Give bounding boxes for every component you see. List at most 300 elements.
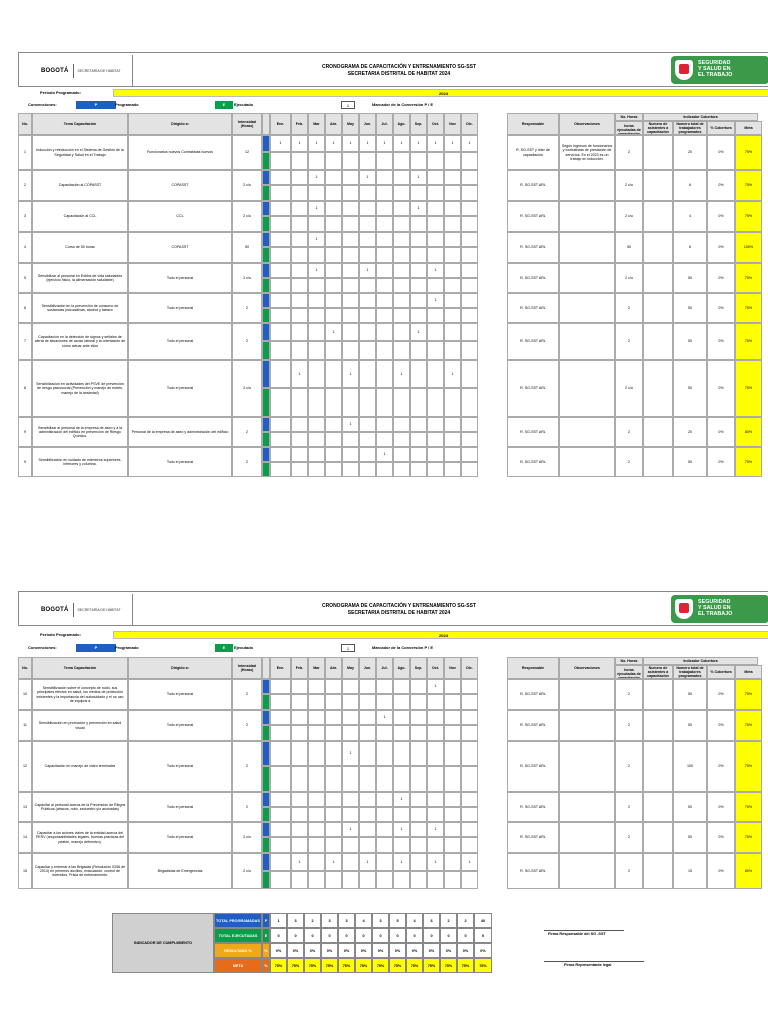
row-month-e: [393, 216, 410, 232]
row-month-e: [359, 185, 376, 201]
row-month-e: [444, 694, 461, 710]
row-month-p: 1: [270, 135, 291, 152]
summary-value: 0: [457, 928, 474, 943]
row-month-p: [291, 293, 308, 308]
row-month-e: [291, 837, 308, 853]
summary-value: 0%: [270, 943, 287, 958]
row-month-p: 1: [410, 201, 427, 216]
row-month-e: [291, 185, 308, 201]
row-p-marker: [262, 447, 270, 462]
row-month-p: [291, 447, 308, 462]
row-trabajadores: 50: [673, 679, 707, 710]
row-tema: Capacitación al COPASST: [32, 170, 128, 201]
row-month-e: [444, 341, 461, 360]
row-month-e: [393, 462, 410, 477]
row-month-e: [461, 837, 478, 853]
row-month-e: [342, 185, 359, 201]
row-month-p: [376, 201, 393, 216]
row-month-p: 1: [359, 135, 376, 152]
row-month-e: [291, 694, 308, 710]
row-month-p: 1: [393, 135, 410, 152]
row-month-p: [342, 293, 359, 308]
row-month-p: [461, 170, 478, 185]
row-month-p: [308, 323, 325, 341]
row-no: 3: [18, 201, 32, 232]
row-month-e: [270, 837, 291, 853]
col-no-horas: No. Horas: [615, 657, 643, 665]
row-asistentes: [643, 792, 673, 822]
row-month-e: [291, 152, 308, 170]
row-intensidad: 2: [232, 679, 262, 710]
row-month-e: [325, 837, 342, 853]
col-month: Ene.: [270, 657, 291, 679]
row-month-p: 1: [359, 170, 376, 185]
row-month-e: [342, 766, 359, 792]
row-month-p: 1: [427, 679, 444, 694]
summary-code: E: [262, 928, 270, 943]
row-month-e: [393, 278, 410, 293]
col-month: May: [342, 657, 359, 679]
row-month-p: 1: [376, 710, 393, 725]
col-indicador: Indicador Cobertura: [643, 113, 758, 121]
row-month-e: [461, 807, 478, 822]
summary-value: 0%: [406, 943, 423, 958]
row-tema: Sensibilización en promoción y prevención en salud visual: [32, 710, 128, 741]
row-month-p: [342, 323, 359, 341]
row-cobertura: 0%: [707, 679, 735, 710]
convenciones-row: Convenciones: P Programado E Ejecutado 1 Marcador de la Conversión P / E: [28, 102, 434, 108]
row-month-e: [427, 308, 444, 323]
summary-value: 0: [423, 928, 440, 943]
row-trabajadores: 50: [673, 792, 707, 822]
row-e-marker: [262, 837, 270, 853]
row-month-p: [376, 679, 393, 694]
col-observaciones: Observaciones: [559, 113, 615, 135]
row-month-p: [461, 360, 478, 388]
row-month-e: [342, 278, 359, 293]
row-p-marker: [262, 323, 270, 341]
row-month-p: [376, 741, 393, 766]
summary-value: 0: [338, 928, 355, 943]
row-month-e: [376, 432, 393, 447]
row-month-p: [270, 822, 291, 837]
row-month-e: [410, 247, 427, 263]
row-p-marker: [262, 293, 270, 308]
row-meta: 75%: [735, 293, 762, 323]
row-month-p: 1: [376, 135, 393, 152]
row-observaciones: Según ingresos de funcionarios y contratistas de prestación de servicios. En el 2023 es un trabajo en inducción.: [559, 135, 615, 170]
row-month-e: [342, 432, 359, 447]
row-month-p: [325, 741, 342, 766]
row-month-e: [461, 432, 478, 447]
row-month-p: [342, 679, 359, 694]
row-responsable: R. SG-SST ARL: [507, 792, 559, 822]
row-tema: Curso de 50 horas: [32, 232, 128, 263]
sub-meta: Meta: [735, 665, 762, 679]
row-month-p: [461, 679, 478, 694]
row-month-e: [461, 341, 478, 360]
row-month-e: [427, 341, 444, 360]
row-month-e: [342, 694, 359, 710]
sub-trabajadores: Numero total de trabajadores programados: [673, 665, 707, 679]
row-month-e: [342, 837, 359, 853]
row-intensidad: 2 c/u: [232, 263, 262, 293]
row-intensidad: 2: [232, 447, 262, 477]
row-month-p: [342, 263, 359, 278]
row-observaciones: [559, 170, 615, 201]
row-month-p: 1: [359, 853, 376, 871]
row-tema: Sensibilizar al personal de la empresa de aseo y a la administración del edificio en prevención de Riesgo Químico.: [32, 417, 128, 447]
row-observaciones: [559, 792, 615, 822]
row-tema: Sensibilización en actividades del PSVE de prevención de riesgo psicosocial (Prevención y manejo de estrés, manejo de la ansiedad): [32, 360, 128, 417]
row-month-e: [461, 462, 478, 477]
document-title: CRONOGRAMA DE CAPACITACIÓN Y ENTRENAMIENTO SG-SST SECRETARIA DISTRITAL DE HABITAT 2024: [321, 64, 477, 77]
row-intensidad: 2: [232, 741, 262, 792]
row-month-e: [270, 278, 291, 293]
row-cobertura: 0%: [707, 323, 735, 360]
row-month-p: [410, 792, 427, 807]
row-month-p: 1: [461, 853, 478, 871]
row-month-p: [444, 170, 461, 185]
row-horas: 2: [615, 679, 643, 710]
row-responsable: R. SG-SST ARL: [507, 679, 559, 710]
row-month-e: [270, 871, 291, 889]
row-month-p: [410, 447, 427, 462]
row-month-e: [376, 807, 393, 822]
row-month-p: [308, 853, 325, 871]
row-month-p: [359, 232, 376, 247]
row-month-e: [291, 725, 308, 741]
row-horas: 2: [615, 741, 643, 792]
row-month-p: 1: [308, 201, 325, 216]
col-month: Jun.: [359, 657, 376, 679]
summary-value: 0%: [321, 943, 338, 958]
row-month-p: 1: [393, 792, 410, 807]
row-month-p: [427, 170, 444, 185]
row-month-e: [461, 185, 478, 201]
row-month-e: [410, 341, 427, 360]
summary-value: 3: [372, 913, 389, 928]
row-month-e: [410, 185, 427, 201]
row-meta: 75%: [735, 679, 762, 710]
row-month-p: 1: [461, 135, 478, 152]
row-meta: 75%: [735, 822, 762, 853]
row-month-p: [270, 232, 291, 247]
row-month-p: [376, 360, 393, 388]
row-month-e: [325, 694, 342, 710]
row-asistentes: [643, 822, 673, 853]
row-trabajadores: 50: [673, 710, 707, 741]
row-month-e: [342, 462, 359, 477]
row-month-e: [342, 216, 359, 232]
row-cobertura: 0%: [707, 792, 735, 822]
row-no: 12: [18, 741, 32, 792]
row-month-e: [393, 837, 410, 853]
row-month-e: [359, 388, 376, 417]
summary-value: 0: [287, 928, 304, 943]
row-trabajadores: 50: [673, 293, 707, 323]
row-p-marker: [262, 853, 270, 871]
row-month-e: [410, 807, 427, 822]
row-p-marker: [262, 417, 270, 432]
row-month-e: [270, 308, 291, 323]
row-responsable: R. SG-SST ARL: [507, 741, 559, 792]
row-intensidad: 2: [232, 710, 262, 741]
row-month-e: [393, 308, 410, 323]
row-month-e: [359, 216, 376, 232]
col-indicador: Indicador Cobertura: [643, 657, 758, 665]
row-meta: 75%: [735, 135, 762, 170]
row-month-e: [410, 871, 427, 889]
row-e-marker: [262, 152, 270, 170]
row-asistentes: [643, 710, 673, 741]
row-month-e: [376, 766, 393, 792]
col-month: Nov: [444, 657, 461, 679]
row-month-p: [376, 293, 393, 308]
summary-value: 0: [270, 928, 287, 943]
row-month-p: [393, 741, 410, 766]
row-asistentes: [643, 323, 673, 360]
row-month-p: 1: [308, 135, 325, 152]
row-month-e: [325, 766, 342, 792]
row-month-p: [342, 447, 359, 462]
row-observaciones: [559, 417, 615, 447]
row-month-e: [270, 216, 291, 232]
bogota-logo: BOGOTÁ SECRETARÍA DE HÁBITAT: [21, 594, 133, 625]
row-month-e: [393, 247, 410, 263]
row-month-e: [325, 725, 342, 741]
row-responsable: R. SG-SST ARL: [507, 710, 559, 741]
row-month-p: [410, 293, 427, 308]
row-no: 7: [18, 323, 32, 360]
row-month-e: [427, 247, 444, 263]
row-month-p: [342, 201, 359, 216]
row-dirigido: Todo el personal: [128, 710, 232, 741]
row-month-e: [325, 216, 342, 232]
row-month-p: [270, 201, 291, 216]
row-month-e: [308, 341, 325, 360]
row-month-e: [376, 185, 393, 201]
row-month-p: [291, 822, 308, 837]
row-month-p: 1: [342, 135, 359, 152]
summary-value: 6: [423, 913, 440, 928]
row-month-p: 1: [325, 135, 342, 152]
row-month-e: [410, 216, 427, 232]
row-month-e: [291, 247, 308, 263]
row-month-e: [308, 247, 325, 263]
row-month-e: [410, 766, 427, 792]
row-tema: Capacitación en la detección de signos y señales de alerta de situaciones de acoso laboral y la orientación de cómo actuar ante ellos: [32, 323, 128, 360]
col-month: Feb.: [291, 113, 308, 135]
row-e-marker: [262, 725, 270, 741]
summary-value: 75%: [406, 958, 423, 973]
summary-code: %: [262, 958, 270, 973]
row-month-e: [376, 871, 393, 889]
row-month-p: 1: [359, 263, 376, 278]
row-month-p: [410, 360, 427, 388]
row-no: 8: [18, 360, 32, 417]
row-month-p: [461, 232, 478, 247]
row-dirigido: Todo el personal: [128, 263, 232, 293]
row-month-p: [291, 170, 308, 185]
row-month-p: 1: [342, 360, 359, 388]
row-month-e: [342, 341, 359, 360]
row-month-p: [291, 323, 308, 341]
row-month-e: [376, 725, 393, 741]
row-month-p: [427, 417, 444, 432]
row-month-e: [393, 341, 410, 360]
row-month-p: [270, 263, 291, 278]
row-month-e: [308, 807, 325, 822]
row-month-p: [270, 741, 291, 766]
row-month-p: 1: [308, 263, 325, 278]
row-month-p: [444, 232, 461, 247]
row-no: 13: [18, 792, 32, 822]
row-tema: Sensibilización en la prevención de consumo de sustancias psicoactivas, alcohol y tabaco: [32, 293, 128, 323]
row-month-e: [291, 807, 308, 822]
row-month-p: [461, 263, 478, 278]
row-month-e: [270, 185, 291, 201]
row-month-p: [444, 293, 461, 308]
row-month-p: [410, 417, 427, 432]
row-e-marker: [262, 462, 270, 477]
row-month-p: [308, 822, 325, 837]
row-trabajadores: 6: [673, 170, 707, 201]
row-month-e: [342, 871, 359, 889]
row-trabajadores: 15: [673, 853, 707, 889]
col-no: No.: [18, 657, 32, 679]
col-month: Feb.: [291, 657, 308, 679]
col-month: Abr.: [325, 113, 342, 135]
row-e-marker: [262, 388, 270, 417]
row-month-p: [270, 679, 291, 694]
row-month-p: [342, 232, 359, 247]
row-horas: 2: [615, 293, 643, 323]
col-intensidad: Intensidad (Horas): [232, 657, 262, 679]
summary-value: 3: [287, 913, 304, 928]
row-responsable: R. SG-SST ARL: [507, 822, 559, 853]
row-month-p: [359, 447, 376, 462]
row-month-e: [376, 837, 393, 853]
summary-value: 0%: [423, 943, 440, 958]
row-month-p: [444, 263, 461, 278]
summary-value: 0: [372, 928, 389, 943]
row-month-e: [291, 871, 308, 889]
row-month-p: [325, 679, 342, 694]
row-month-p: [427, 447, 444, 462]
summary-total: 75%: [474, 958, 492, 973]
row-month-e: [427, 694, 444, 710]
row-month-e: [461, 725, 478, 741]
summary-value: 75%: [321, 958, 338, 973]
row-month-p: [376, 170, 393, 185]
row-month-p: [291, 792, 308, 807]
row-month-e: [325, 278, 342, 293]
row-horas: 2: [615, 447, 643, 477]
periodo-bar: Periodo Programado: 2024: [18, 89, 768, 97]
row-month-e: [270, 432, 291, 447]
row-month-e: [393, 766, 410, 792]
row-month-e: [291, 462, 308, 477]
row-month-e: [308, 871, 325, 889]
row-month-e: [270, 694, 291, 710]
row-month-e: [444, 871, 461, 889]
row-month-e: [359, 247, 376, 263]
row-month-p: 1: [376, 447, 393, 462]
row-observaciones: [559, 232, 615, 263]
row-month-e: [410, 725, 427, 741]
row-month-e: [308, 694, 325, 710]
row-month-p: [342, 710, 359, 725]
row-meta: 75%: [735, 170, 762, 201]
row-month-p: [359, 679, 376, 694]
row-month-e: [376, 278, 393, 293]
row-no: 5: [18, 263, 32, 293]
row-month-e: [308, 388, 325, 417]
row-intensidad: 2: [232, 323, 262, 360]
row-month-p: [444, 792, 461, 807]
row-horas: 50: [615, 232, 643, 263]
row-tema: Sensibilización sobre el concepto de ruido, sus principales efectos en salud, los medios de protección existentes y la importancia del autocuidado y el no uso de equipos a: [32, 679, 128, 710]
row-month-p: [376, 417, 393, 432]
row-asistentes: [643, 201, 673, 232]
row-e-marker: [262, 185, 270, 201]
col-intensidad: Intensidad (Horas): [232, 113, 262, 135]
row-month-e: [393, 152, 410, 170]
row-month-e: [325, 871, 342, 889]
row-tema: Sensibilizar al personal en Estilos de vida saludables (ejercicio físico, la alimentación saludable): [32, 263, 128, 293]
summary-value: 75%: [389, 958, 406, 973]
sst-badge: SEGURIDAD Y SALUD EN EL TRABAJO: [671, 595, 768, 623]
row-observaciones: [559, 201, 615, 232]
row-month-p: [270, 792, 291, 807]
row-month-p: [342, 792, 359, 807]
row-month-p: [393, 293, 410, 308]
row-month-e: [291, 216, 308, 232]
row-month-e: [444, 308, 461, 323]
row-month-e: [325, 247, 342, 263]
row-intensidad: 2: [232, 792, 262, 822]
row-month-p: [427, 323, 444, 341]
document-title: CRONOGRAMA DE CAPACITACIÓN Y ENTRENAMIENTO SG-SST SECRETARIA DISTRITAL DE HABITAT 2024: [321, 603, 477, 616]
row-tema: Capacitación al CCL: [32, 201, 128, 232]
row-month-e: [427, 725, 444, 741]
row-month-e: [270, 152, 291, 170]
summary-label: TOTAL PROGRAMADAS: [214, 913, 262, 928]
row-month-e: [308, 278, 325, 293]
row-month-e: [444, 247, 461, 263]
col-tema: Tema Capacitación: [32, 657, 128, 679]
row-e-marker: [262, 766, 270, 792]
col-month: Jul.: [376, 113, 393, 135]
row-month-p: [410, 853, 427, 871]
row-month-p: 1: [342, 741, 359, 766]
row-month-p: [444, 679, 461, 694]
sub-cobertura: % Cobertura: [707, 665, 735, 679]
col-responsable: Responsable: [507, 657, 559, 679]
row-month-p: [291, 263, 308, 278]
row-month-e: [427, 388, 444, 417]
col-month: Mar: [308, 657, 325, 679]
row-month-e: [376, 152, 393, 170]
row-month-p: [270, 853, 291, 871]
row-cobertura: 0%: [707, 822, 735, 853]
row-month-e: [444, 725, 461, 741]
row-month-e: [359, 837, 376, 853]
row-month-e: [342, 308, 359, 323]
row-month-e: [461, 308, 478, 323]
row-month-p: 1: [291, 135, 308, 152]
